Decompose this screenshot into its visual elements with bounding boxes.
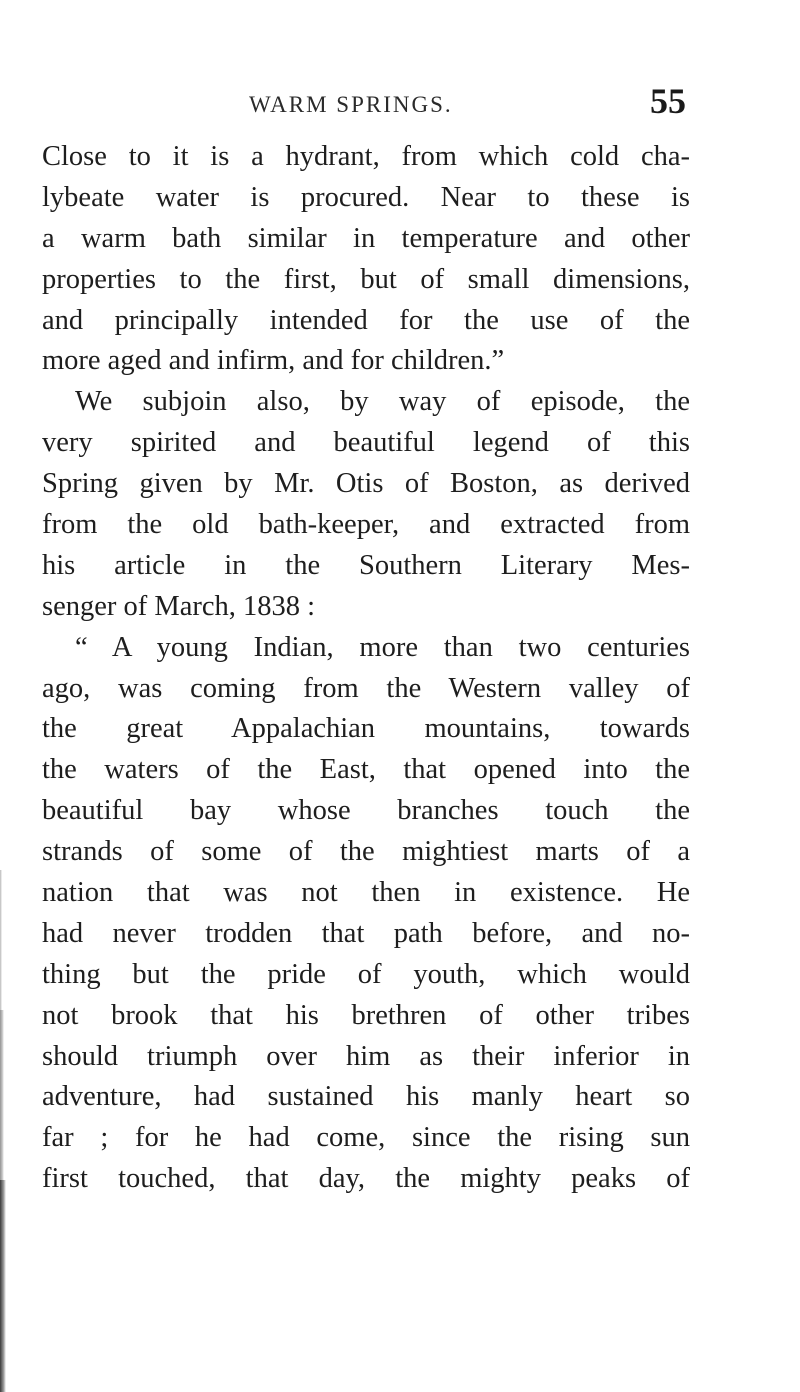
running-title: WARM SPRINGS. [249,92,453,117]
page-edge-shadow [0,1010,4,1180]
text-line: Spring given by Mr. Otis of Boston, as derived [42,468,690,500]
text-line: Close to it is a hydrant, from which cold cha- [42,141,690,172]
page-edge-shadow [0,1180,6,1392]
text-line: and principally intended for the use of the [42,304,690,336]
text-line: the great Appalachian mountains, towards [42,713,690,745]
text-line: his article in the Southern Literary Mes- [42,549,690,581]
page-number: 55 [650,81,686,121]
body-text [42,137,690,1200]
text-line: We subjoin also, by way of episode, the [75,386,690,418]
text-line: properties to the first, but of small dimensions, [42,263,690,295]
text-line: very spirited and beautiful legend of this [42,427,690,459]
text-line: nation that was not then in existence. He [42,877,690,909]
text-line: far ; for he had come, since the rising sun [42,1122,690,1154]
text-line: from the old bath-keeper, and extracted from [42,509,690,541]
page-edge-shadow [0,870,2,1010]
text-line: the waters of the East, that opened into the [42,754,690,786]
page-header [0,80,800,130]
text-line: lybeate water is procured. Near to these is [42,181,690,213]
text-line: had never trodden that path before, and no- [42,917,690,949]
text-line: not brook that his brethren of other tribes [42,999,690,1031]
text-line: adventure, had sustained his manly heart so [42,1081,690,1113]
text-line: thing but the pride of youth, which would [42,958,690,990]
text-line: beautiful bay whose branches touch the [42,795,690,827]
text-line: should triumph over him as their inferior in [42,1040,690,1072]
text-line: a warm bath similar in temperature and other [42,222,690,254]
text-line: strands of some of the mightiest marts of a [42,836,690,868]
text-line: ago, was coming from the Western valley of [42,672,690,704]
text-line: senger of March, 1838 : [42,590,316,622]
text-line: “ A young Indian, more than two centuries [75,631,690,663]
text-line: first touched, that day, the mighty peaks of [42,1163,690,1195]
text-line: more aged and infirm, and for children.” [42,345,505,377]
